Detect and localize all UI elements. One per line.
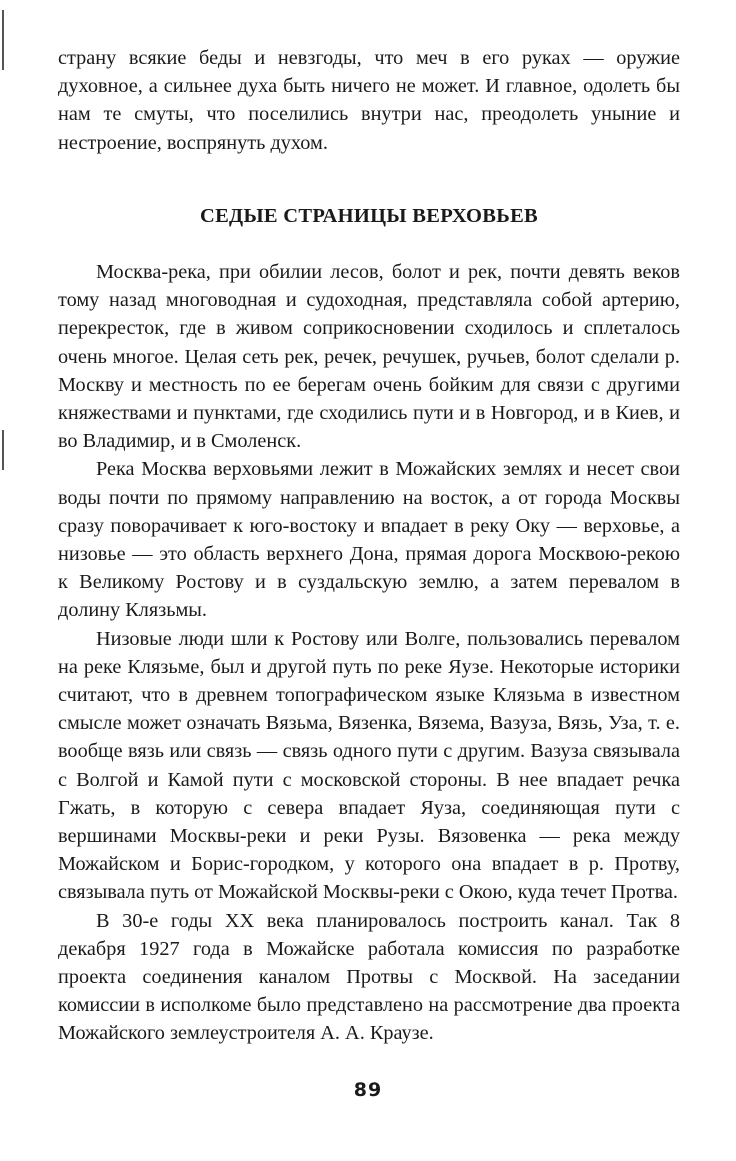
page-number: 89 xyxy=(353,1079,383,1101)
paragraph-3: Низовые люди шли к Ростову или Волге, пользовались перевалом на реке Клязьме, был и другой путь по реке Яузе. Некоторые историки считают, что в древнем топографическом языке Клязьма в известном смысле может означать Вязьма, Вязенка, Вязема, Вазуза, Вязь, Уза, т. е. вообще вязь или связь — связь одного пути с другим. Вазуза связывала с Волгой и Камой пути с московской стороны. В нее впадает речка Гжать, в которую с севера впадает Яуза, соединяющая пути с вершинами Москвы-реки и реки Рузы. Вязовенка — река между Можайском и Борис-городком, у которого она впадает в р. Протву, связывала путь от Можайской Москвы-реки с Окою, куда течет Протва. xyxy=(58,627,680,904)
paragraph-1: Москва-река, при обилии лесов, болот и рек, почти девять веков тому назад многоводная и судоходная, представляла собой артерию, перекресток, где в живом соприкосновении сходилось и сплеталось очень многое. Целая сеть рек, речек, речушек, ручьев, болот сделали р. Москву и местность по ее берегам очень бойким для связи с другими княжествами и пунктами, где сходились пути и в Новгород, и в Киев, и во Владимир, и в Смоленск. xyxy=(58,261,680,453)
paragraph-4: В 30-е годы XX века планировалось построить канал. Так 8 декабря 1927 года в Можайске работала комиссия по разработке проекта соединения каналом Протвы с Москвой. На заседании комиссии в исполкоме было представлено на рассмотрение два проекта Можайского землеустроителя А. А. Краузе. xyxy=(58,909,680,1045)
intro-paragraph: страну всякие беды и невзгоды, что меч в его руках — оружие духовное, а сильнее духа быть ничего не может. И главное, одолеть бы нам те смуты, что поселились внутри нас, преодолеть уныние и нестроение, воспрянуть духом. xyxy=(58,47,680,154)
scan-edge-mark xyxy=(2,10,4,70)
section-body xyxy=(58,258,680,1048)
paragraph-2: Река Москва верховьями лежит в Можайских землях и несет свои воды почти по прямому направлению на восток, а от города Москвы сразу поворачивает к юго-востоку и впадает в реку Оку — верховье, а низовье — это область верхнего Дона, прямая дорога Москвою-рекою к Великому Ростову и в суздальскую землю, а затем перевалом в долину Клязьмы. xyxy=(58,458,680,622)
section-heading: СЕДЫЕ СТРАНИЦЫ ВЕРХОВЬЕВ xyxy=(199,205,539,227)
intro-paragraph-block xyxy=(58,44,680,157)
scan-edge-mark xyxy=(2,430,4,470)
